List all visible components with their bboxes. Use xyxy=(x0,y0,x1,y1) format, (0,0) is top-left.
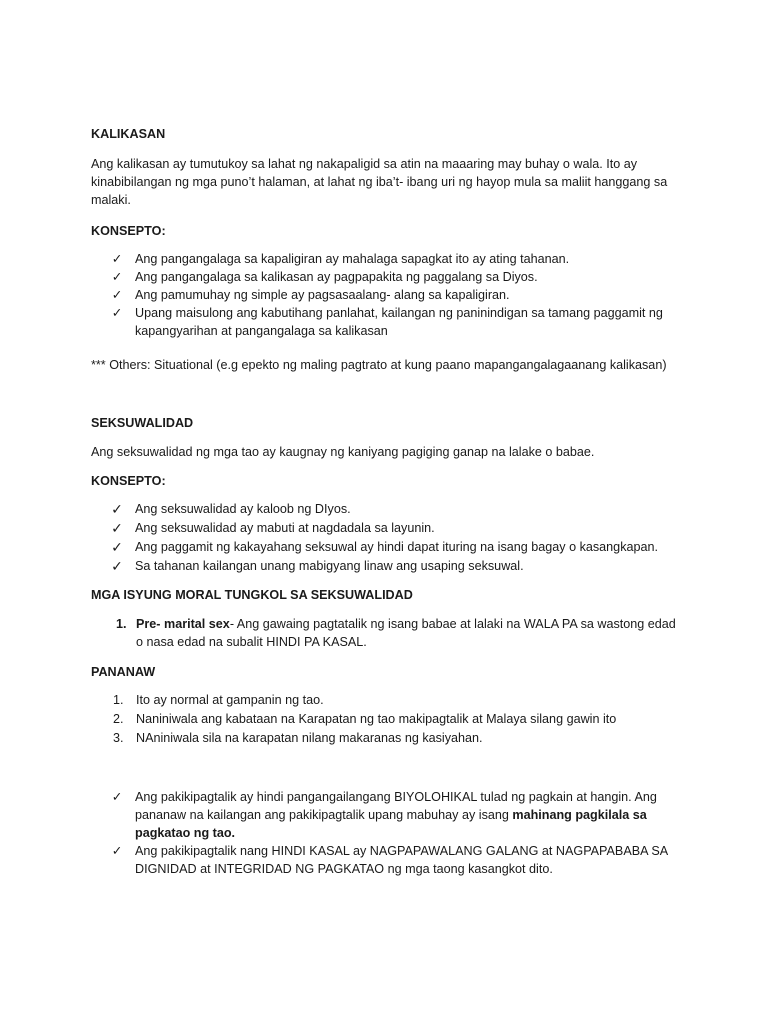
list-item: ✓ Ang pamumuhay ng simple ay pagsasaalang- alang sa kapaligiran. xyxy=(111,288,510,302)
isyung-moral-heading: MGA ISYUNG MORAL TUNGKOL SA SEKSUWALIDAD xyxy=(91,588,413,602)
seksuwalidad-heading: SEKSUWALIDAD xyxy=(91,416,194,430)
check-mark-icon: ✓ xyxy=(111,844,123,858)
kalikasan-definition: Ang kalikasan ay tumutukoy sa lahat ng nakapaligid sa atin na maaaring may buhay o wala. Ito ay kinabibilangan ng mga puno’t halaman, at lahat ng iba’t- ibang uri ng hayop mula sa maliit hanggang sa malaki. xyxy=(91,157,668,207)
kalikasan-konsepto-heading: KONSEPTO: xyxy=(91,224,166,238)
list-number: 1. xyxy=(116,617,127,631)
check-mark-icon: ✓ xyxy=(111,520,123,536)
list-item: ✓ Upang maisulong ang kabutihang panlahat, kailangan ng paninindigan sa tamang paggamit ng kapangyarihan at pangangalaga sa kalikasan xyxy=(111,306,663,338)
list-item: 2. Naniniwala ang kabataan na Karapatan ng tao makipagtalik at Malaya silang gawin ito xyxy=(113,712,617,726)
check-mark-icon: ✓ xyxy=(111,558,123,574)
list-item: ✓ Ang pangangalaga sa kalikasan ay pagpapakita ng paggalang sa Diyos. xyxy=(111,270,538,284)
check-mark-icon: ✓ xyxy=(111,501,123,517)
check-mark-icon: ✓ xyxy=(111,270,123,284)
kalikasan-konsepto-list xyxy=(110,250,680,340)
isyung-moral-list xyxy=(116,615,676,651)
list-item: ✓ Sa tahanan kailangan unang mabigyang linaw ang usaping seksuwal. xyxy=(111,558,524,574)
check-mark-icon: ✓ xyxy=(111,252,123,266)
list-item: ✓ Ang paggamit ng kakayahang seksuwal ay hindi dapat ituring na isang bagay o kasangkapan. xyxy=(111,539,659,555)
pre-marital-sex-definition: - Ang gawaing pagtatalik ng isang babae at lalaki na WALA PA sa wastong edad o nasa edad na subalit HINDI PA KASAL. xyxy=(136,617,676,649)
seksuwalidad-konsepto-heading: KONSEPTO: xyxy=(91,474,166,488)
list-item: ✓ Ang seksuwalidad ay mabuti at nagdadala sa layunin. xyxy=(111,520,435,536)
list-item: ✓ Ang pakikipagtalik nang HINDI KASAL ay NAGPAPAWALANG GALANG at NAGPAPABABA SA DIGNIDAD at INTEGRIDAD NG PAGKATAO ng mga taong kasangkot dito. xyxy=(111,844,668,876)
pananaw-list xyxy=(113,691,683,748)
seksuwalidad-konsepto-list xyxy=(110,500,680,576)
kalikasan-heading: KALIKASAN xyxy=(91,127,166,141)
list-item: ✓ Ang seksuwalidad ay kaloob ng DIyos. xyxy=(111,501,351,517)
check-mark-icon: ✓ xyxy=(111,288,123,302)
pre-marital-sex-term: Pre- marital sex xyxy=(136,617,230,631)
list-item: 1. Ito ay normal at gampanin ng tao. xyxy=(113,693,324,707)
pananaw-heading: PANANAW xyxy=(91,665,156,679)
check-mark-icon: ✓ xyxy=(111,790,123,804)
check-mark-icon: ✓ xyxy=(111,306,123,320)
seksuwalidad-definition: Ang seksuwalidad ng mga tao ay kaugnay ng kaniyang pagiging ganap na lalake o babae. xyxy=(91,445,595,459)
list-item xyxy=(116,615,676,651)
list-item: ✓ Ang pakikipagtalik ay hindi pangangailangang BIYOLOHIKAL tulad ng pagkain at hangin. Ang pananaw na kailangan ang pakikipagtalik upang mabuhay ay isang mahinang pagkilala sa pagkatao ng tao. xyxy=(111,790,657,840)
bold-emphasis: mahinang pagkilala sa pagkatao ng tao. xyxy=(135,808,647,840)
list-item: ✓ Ang pangangalaga sa kapaligiran ay mahalaga sapagkat ito ay ating tahanan. xyxy=(111,252,570,266)
check-mark-icon: ✓ xyxy=(111,539,123,555)
others-note: *** Others: Situational (e.g epekto ng maling pagtrato at kung paano mapangangalagaanang kalikasan) xyxy=(91,358,667,372)
list-item: 3. NAniniwala sila na karapatan nilang makaranas ng kasiyahan. xyxy=(113,731,483,745)
pananaw-check-list xyxy=(110,788,680,878)
